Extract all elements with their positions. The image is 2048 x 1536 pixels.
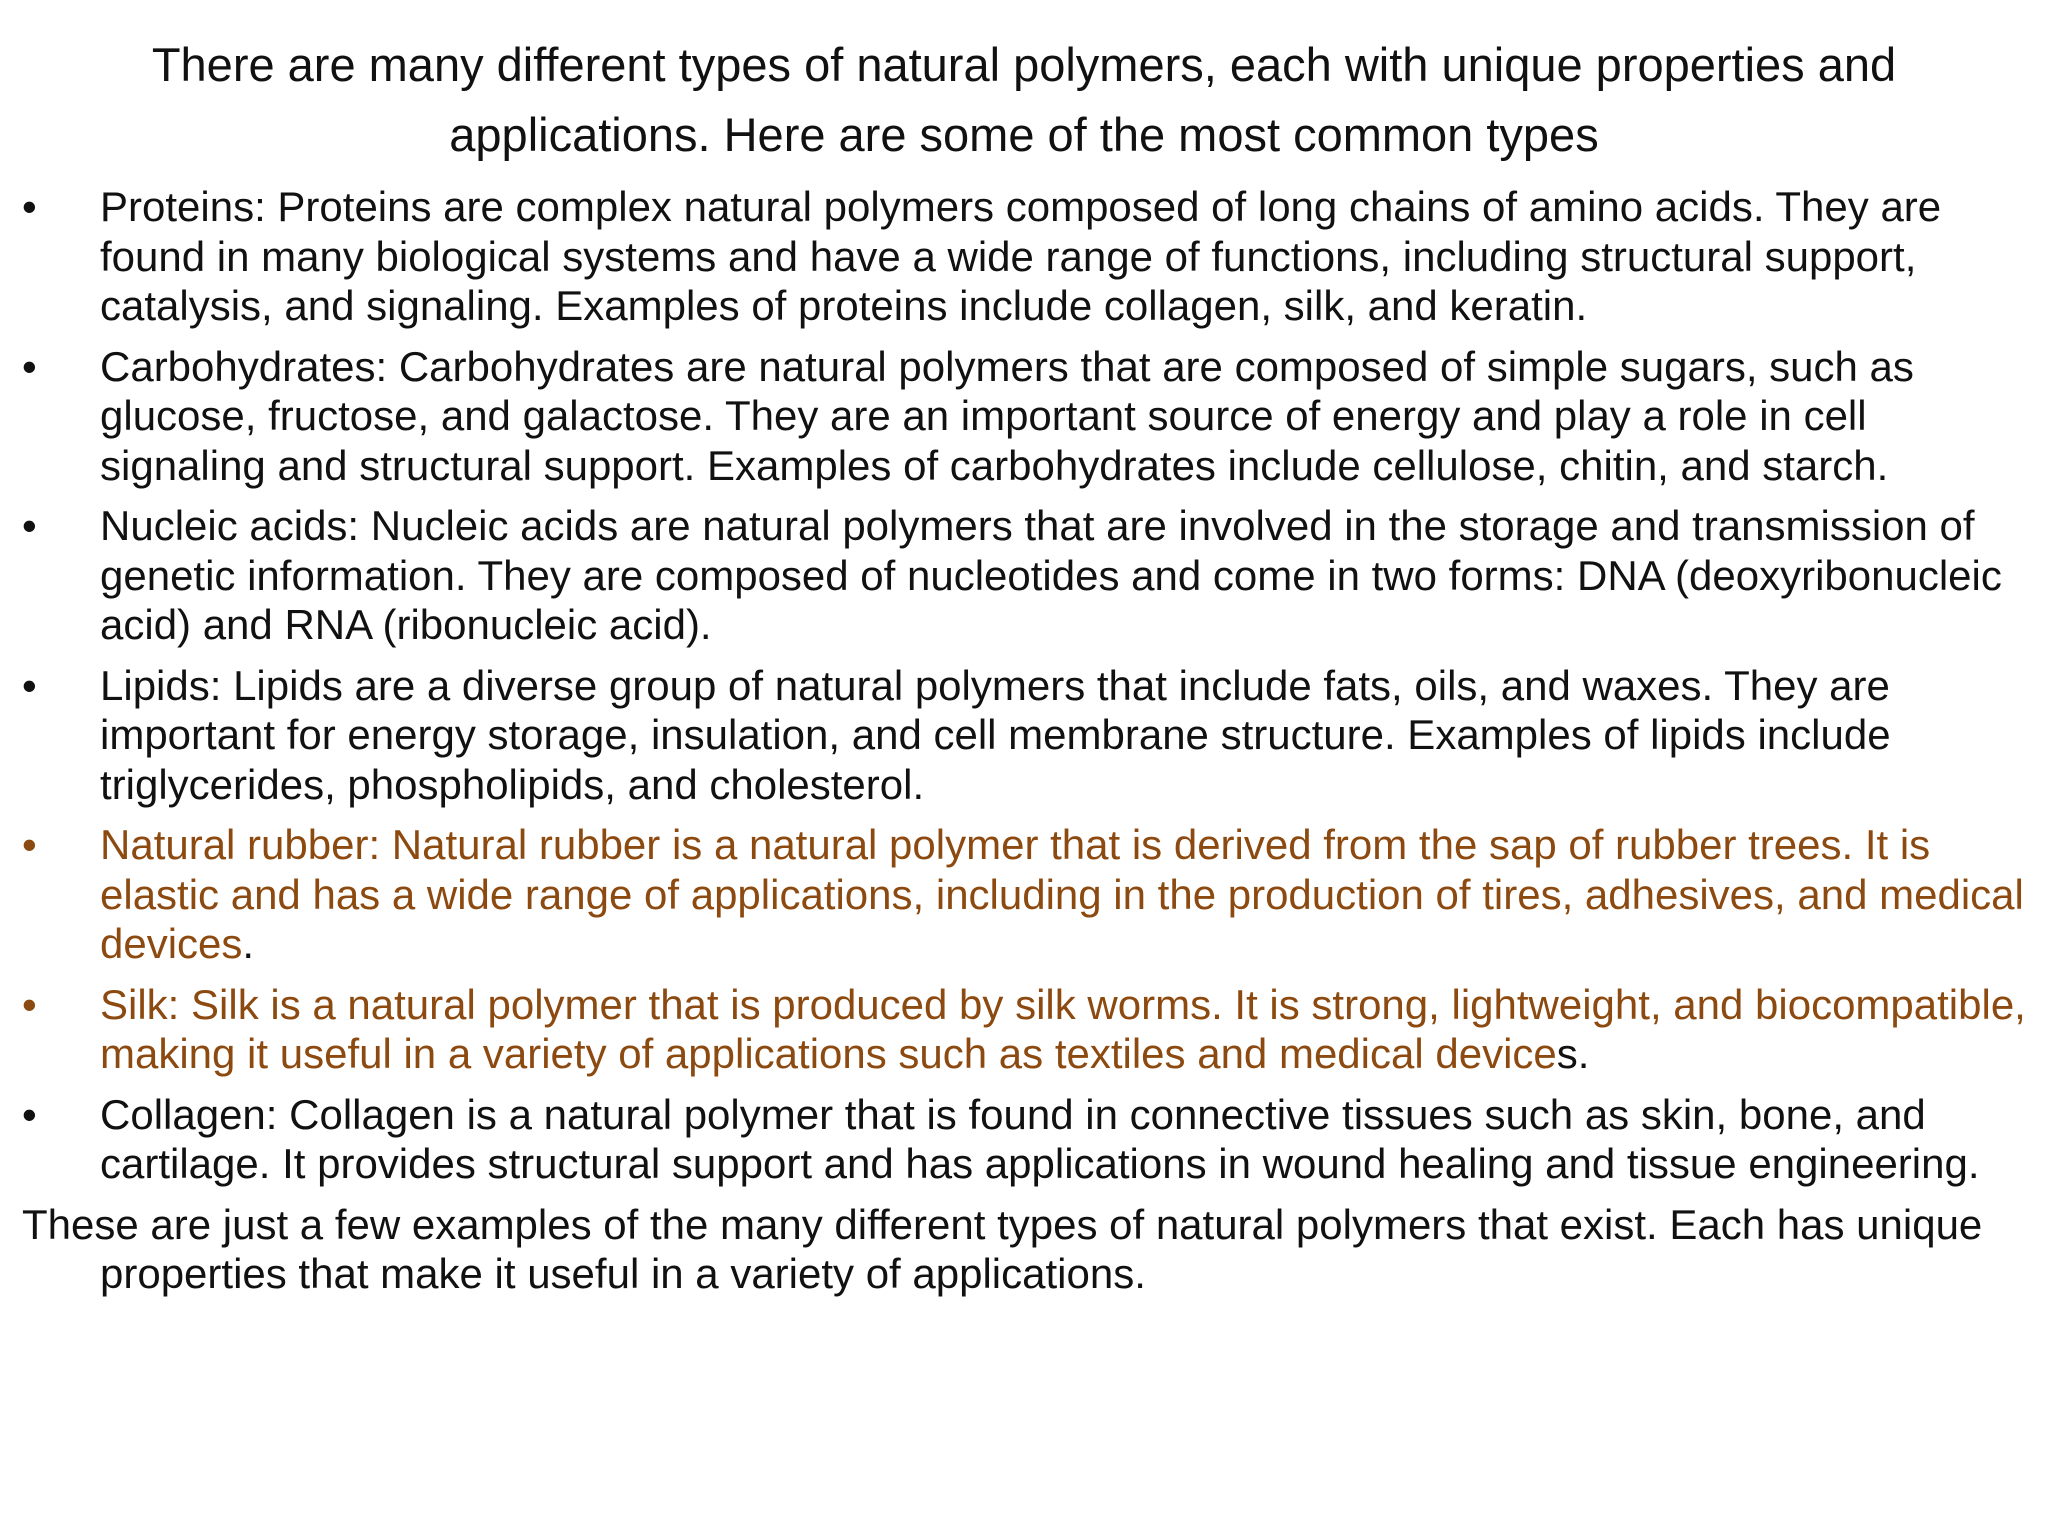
polymer-types-list bbox=[22, 182, 2026, 1189]
list-item-proteins bbox=[22, 182, 2026, 331]
list-item-text: Proteins: Proteins are complex natural polymers composed of long chains of amino acids. They are found in many biological systems and have a wide range of functions, including structural support, catalysis, and signaling. Examples of proteins include collagen, silk, and keratin. bbox=[100, 183, 1942, 329]
list-item-tail: s. bbox=[1556, 1030, 1590, 1077]
bullet-icon: • bbox=[22, 980, 37, 1028]
list-item-text: Carbohydrates: Carbohydrates are natural polymers that are composed of simple sugars, such as glucose, fructose, and galactose. They are an important source of energy and play a role in cell signaling and structural support. Examples of carbohydrates include cellulose, chitin, and starch. bbox=[100, 342, 1914, 489]
list-item-natural-rubber bbox=[22, 820, 2026, 969]
bullet-icon: • bbox=[22, 661, 37, 709]
list-item-text: Lipids: Lipids are a diverse group of natural polymers that include fats, oils, and waxes. They are important for energy storage, insulation, and cell membrane structure. Examples of lipids include triglycerides, phospholipids, and cholesterol. bbox=[100, 661, 1891, 808]
bullet-icon: • bbox=[22, 821, 37, 868]
list-item-text: Collagen: Collagen is a natural polymer that is found in connective tissues such as skin, bone, and cartilage. It provides structural support and has applications in wound healing and tissue engineering. bbox=[100, 1090, 1980, 1187]
list-item-silk bbox=[22, 980, 2026, 1079]
list-item-collagen bbox=[22, 1090, 2026, 1189]
bullet-icon: • bbox=[22, 342, 37, 390]
bullet-icon: • bbox=[22, 1090, 37, 1138]
list-item-text: Natural rubber: Natural rubber is a natural polymer that is derived from the sap of rubber trees. It is elastic and has a wide range of applications, including in the production of tires, adhesives, and medical devices bbox=[100, 821, 2024, 967]
closing-paragraph: These are just a few examples of the many different types of natural polymers that exist. Each has unique properties that make it useful in a variety of applications. bbox=[22, 1200, 1983, 1297]
bullet-icon: • bbox=[22, 502, 37, 549]
list-item-tail: . bbox=[242, 920, 255, 967]
list-item-carbohydrates bbox=[22, 342, 2026, 491]
list-item-lipids bbox=[22, 661, 2026, 810]
list-item-text: Nucleic acids: Nucleic acids are natural polymers that are involved in the storage and transmission of genetic information. They are composed of nucleotides and come in two forms: DNA (deoxyribonucleic acid) and RNA (ribonucleic acid). bbox=[100, 502, 2002, 648]
list-item-text: Silk: Silk is a natural polymer that is produced by silk worms. It is strong, lightweight, and biocompatible, making it useful in a variety of applications such as textiles and medical device bbox=[100, 980, 2026, 1077]
list-item-nucleic-acids bbox=[22, 501, 2026, 650]
slide-heading: There are many different types of natural polymers, each with unique properties and applications. Here are some of the most common types bbox=[151, 38, 1897, 161]
bullet-icon: • bbox=[22, 183, 37, 230]
